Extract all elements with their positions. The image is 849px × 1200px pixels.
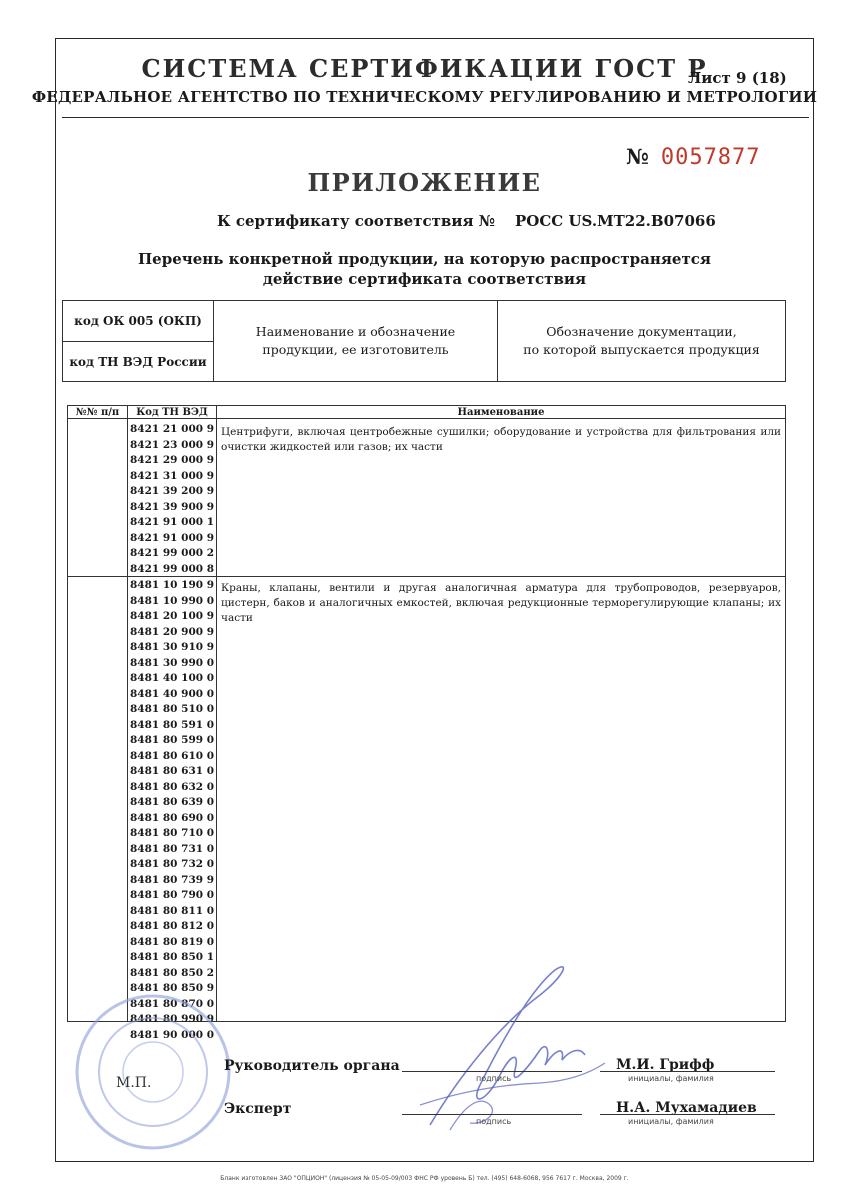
head-name-caption: инициалы, фамилия: [628, 1074, 714, 1083]
system-title: СИСТЕМА СЕРТИФИКАЦИИ ГОСТ Р: [141, 54, 708, 83]
seal-place-label: М.П.: [116, 1075, 152, 1091]
tnved-code: 8421 91 000 9: [130, 531, 215, 544]
signature: [390, 955, 630, 1135]
list-heading-line1: Перечень конкретной продукции, на которую распространяется: [138, 250, 711, 268]
tnved-code: 8481 80 790 0: [130, 889, 215, 901]
head-name-line: [600, 1071, 775, 1072]
head-name: М.И. Грифф: [616, 1057, 715, 1073]
documentation-line1: Обозначение документации,: [546, 324, 737, 339]
documentation-line2: по которой выпускается продукция: [523, 342, 760, 357]
form-number: [626, 144, 761, 170]
tnved-code: 8481 80 819 0: [130, 935, 215, 948]
form-number-value: 0057877: [660, 145, 761, 170]
group-name-valves: Краны, клапаны, вентили и другая аналогичная арматура для трубопроводов, резервуаров, цистерн, баков и аналогичных емкостей, включая редукционные терморегулирующие клапаны; их части: [221, 582, 781, 624]
head-label: Руководитель органа: [224, 1058, 400, 1074]
col-header-name: Наименование: [457, 407, 545, 418]
tnved-code: 8481 40 100 0: [130, 672, 215, 684]
tnved-code: 8481 80 812 0: [130, 920, 215, 932]
list-heading-line2: действие сертификата соответствия: [262, 270, 587, 288]
okp-label: код ОК 005 (ОКП): [63, 301, 213, 342]
tnved-code: 8481 80 639 0: [130, 796, 215, 808]
header-box: [62, 300, 786, 382]
head-signature-caption: подпись: [476, 1074, 512, 1083]
tnved-code: 8481 80 610 0: [130, 749, 215, 762]
tnved-code: 8481 80 510 0: [130, 703, 215, 715]
certificate-number: РОСС US.МТ22.В07066: [515, 212, 716, 230]
table-header-divider: [68, 418, 785, 419]
tnved-code: 8481 80 811 0: [130, 904, 215, 917]
tnved-code: 8481 80 599 0: [130, 734, 215, 746]
sheet-number: Лист 9 (18): [688, 69, 787, 87]
tnved-code: 8481 80 870 0: [130, 997, 215, 1010]
tnved-code: 8421 23 000 9: [130, 438, 215, 451]
tnved-code: 8481 30 990 0: [130, 656, 215, 669]
list-heading: [0, 249, 849, 289]
product-table: [67, 405, 786, 1041]
tnved-code: 8481 20 900 9: [130, 625, 215, 638]
col-header-code: Код ТН ВЭД: [136, 407, 208, 418]
expert-signature-caption: подпись: [476, 1117, 512, 1126]
expert-name-caption: инициалы, фамилия: [628, 1117, 714, 1126]
tnved-code: 8421 99 000 2: [130, 547, 215, 559]
group-name-filtering: Центрифуги, включая центробежные сушилки; оборудование и устройства для фильтрования или очистки жидкостей или газов; их части: [221, 426, 781, 453]
tnved-code: 8481 80 739 9: [130, 873, 215, 886]
expert-name-line: [600, 1114, 775, 1115]
tnved-code: 8421 39 200 9: [130, 485, 215, 497]
tnved-code: 8421 99 000 8: [130, 562, 215, 575]
tnved-code: 8481 80 690 0: [130, 811, 215, 824]
table-divider: [127, 406, 128, 1021]
tnved-code: 8481 80 710 0: [130, 827, 215, 839]
certificate-reference: [217, 212, 716, 230]
expert-label: Эксперт: [224, 1101, 292, 1117]
documentation-header: [498, 301, 785, 381]
product-name-line1: Наименование и обозначение: [255, 324, 456, 339]
header-divider: [62, 117, 809, 118]
tnved-code: 8481 80 732 0: [130, 858, 215, 870]
tnved-code: 8481 80 631 0: [130, 765, 215, 777]
code-list-filtering: [130, 422, 214, 577]
code-column: [63, 301, 214, 381]
code-list-valves: [130, 578, 214, 1043]
tnved-code: 8481 80 850 2: [130, 966, 215, 979]
tnved-code: 8481 40 900 0: [130, 687, 215, 700]
tnved-code: 8481 80 850 9: [130, 982, 215, 994]
tnved-code: 8421 39 900 9: [130, 500, 215, 513]
tnved-code: 8481 80 731 0: [130, 842, 215, 855]
certificate-label: К сертификату соответствия №: [217, 212, 496, 230]
expert-signature-line: [402, 1114, 582, 1115]
col-header-num: №№ п/п: [75, 407, 120, 418]
tnved-code: 8481 10 190 9: [130, 579, 215, 591]
agency-title: ФЕДЕРАЛЬНОЕ АГЕНТСТВО ПО ТЕХНИЧЕСКОМУ РЕГУЛИРОВАНИЮ И МЕТРОЛОГИИ: [31, 88, 818, 106]
tnved-code: 8481 10 990 0: [130, 594, 215, 607]
tnved-code: 8421 29 000 9: [130, 454, 215, 466]
product-name-line2: продукции, ее изготовитель: [262, 342, 449, 357]
tnved-code: 8481 80 850 1: [130, 951, 215, 963]
tnved-code: 8481 20 100 9: [130, 610, 215, 622]
tnved-code: 8481 30 910 9: [130, 641, 215, 653]
page-title: ПРИЛОЖЕНИЕ: [307, 168, 542, 197]
tnved-label: код ТН ВЭД России: [69, 354, 207, 369]
expert-name: Н.А. Мухамадиев: [616, 1100, 757, 1116]
table-divider: [216, 406, 217, 1021]
seal-stamp: [68, 990, 238, 1155]
number-symbol: №: [626, 144, 649, 169]
tnved-code: 8481 80 632 0: [130, 780, 215, 793]
product-name-header: [214, 301, 498, 381]
tnved-code: 8481 90 000 0: [130, 1028, 215, 1041]
tnved-code: 8481 80 990 9: [130, 1013, 215, 1025]
tnved-code: 8421 91 000 1: [130, 516, 215, 528]
head-signature-line: [402, 1071, 582, 1072]
tnved-code: 8421 21 000 9: [130, 423, 215, 435]
footer-note: Бланк изготовлен ЗАО "ОПЦИОН" (лицензия № 05-05-09/003 ФНС РФ уровень Б) тел. (495) 648-6068, 956 7617 г. Москва, 2009 г.: [220, 1175, 629, 1182]
tnved-code: 8481 80 591 0: [130, 718, 215, 731]
tnved-code: 8421 31 000 9: [130, 469, 215, 482]
